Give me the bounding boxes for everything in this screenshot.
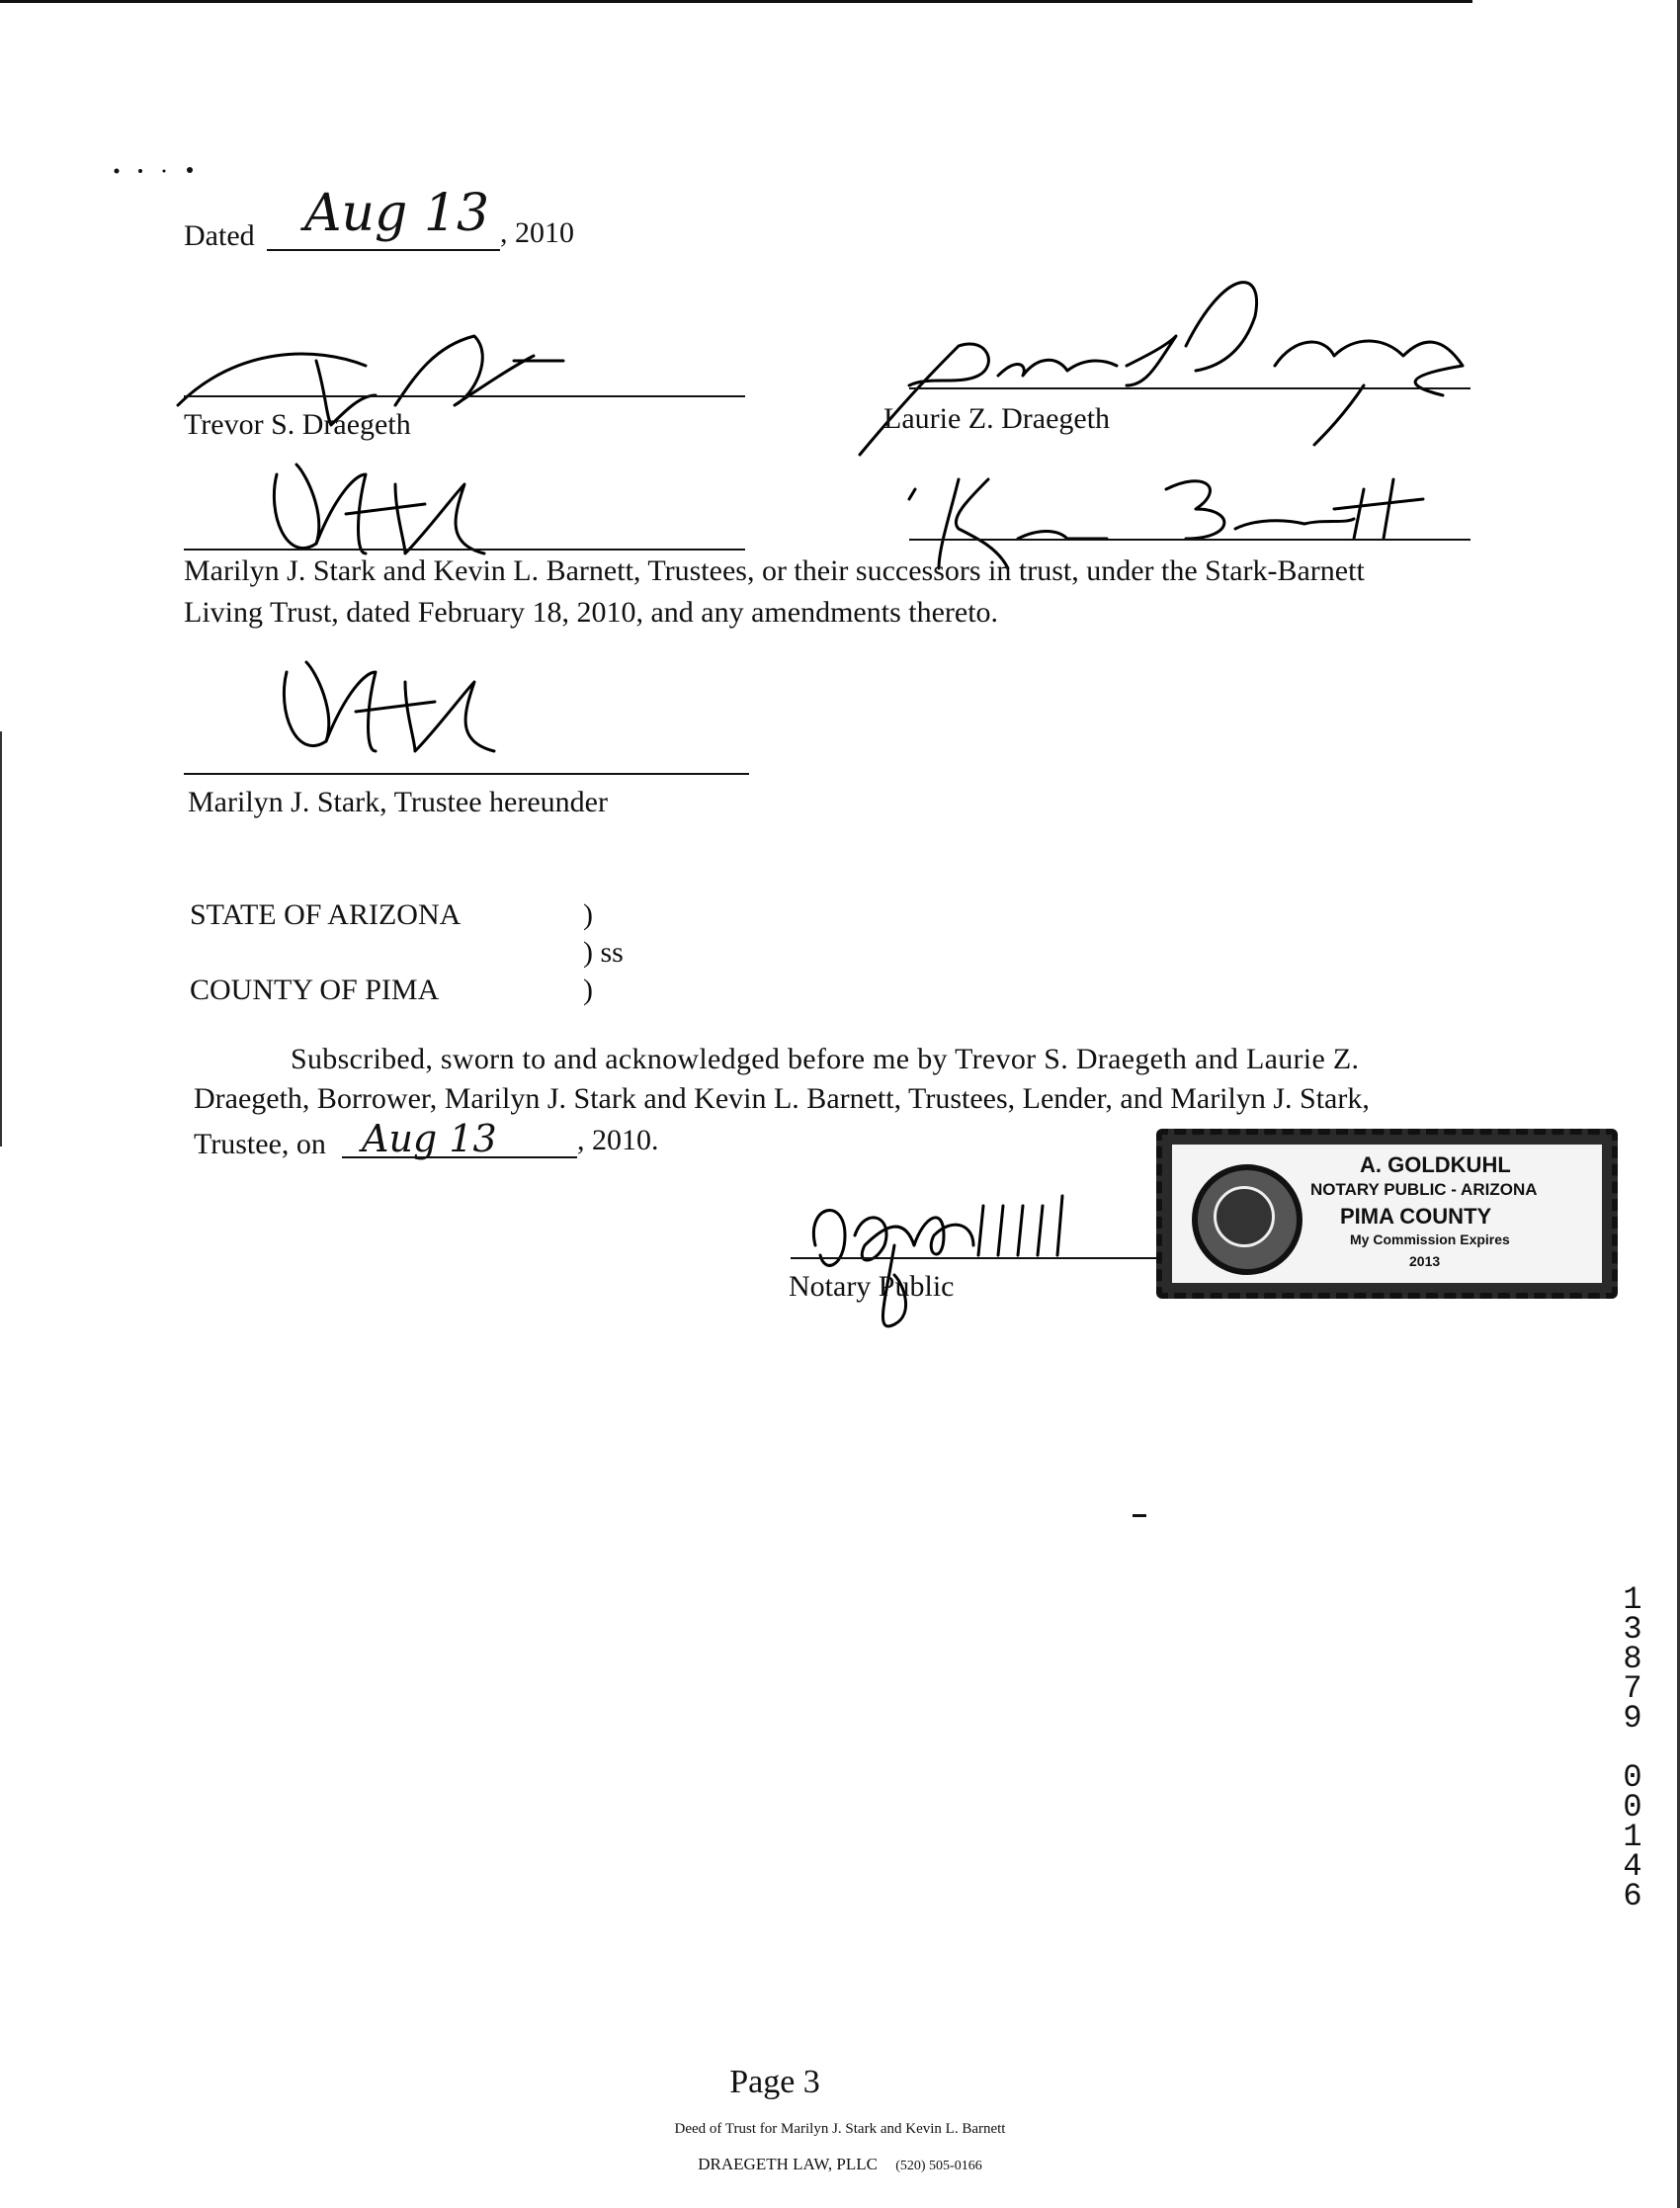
scan-speck <box>1133 1514 1146 1517</box>
recording-digit: 8 <box>1623 1641 1642 1677</box>
acknowledgment-line2: Draegeth, Borrower, Marilyn J. Stark and Kevin L. Barnett, Trustees, Lender, and Marilyn J. Stark, <box>194 1082 1370 1115</box>
notary-stamp-body <box>1172 1145 1602 1283</box>
trevor-signature-line <box>184 395 745 397</box>
notary-seal-center <box>1214 1186 1275 1247</box>
acknowledgment-line3-prefix: Trustee, on <box>194 1128 326 1160</box>
notary-signature <box>805 1186 1102 1334</box>
dated-label: Dated <box>184 219 255 252</box>
footer-deed: Deed of Trust for Marilyn J. Stark and Kevin L. Barnett <box>674 2121 1006 2137</box>
recording-digit: 0 <box>1623 1759 1642 1796</box>
recording-digit: 1 <box>1623 1819 1642 1855</box>
marilyn-trustee-signature-line <box>184 549 745 551</box>
dated-year: , 2010 <box>500 216 574 249</box>
acknowledgment-handwritten-date: Aug 13 <box>362 1117 497 1160</box>
stamp-name: A. GOLDKUHL <box>1360 1152 1511 1177</box>
marilyn-trustee-hereunder-name: Marilyn J. Stark, Trustee hereunder <box>188 786 608 818</box>
scan-specks <box>111 164 200 178</box>
stamp-title: NOTARY PUBLIC - ARIZONA <box>1310 1180 1538 1199</box>
trustees-caption-line2: Living Trust, dated February 18, 2010, and any amendments thereto. <box>184 596 999 629</box>
scan-edge-top <box>0 0 1472 3</box>
marilyn-trustee-hereunder-line <box>184 773 749 775</box>
venue-state: STATE OF ARIZONA <box>190 898 462 931</box>
notary-seal-icon <box>1192 1164 1302 1275</box>
recording-digit: 9 <box>1623 1700 1642 1737</box>
kevin-signature-line <box>909 539 1470 541</box>
scan-edge-left <box>0 731 2 1146</box>
stamp-county: PIMA COUNTY <box>1340 1204 1492 1229</box>
trevor-name: Trevor S. Draegeth <box>184 408 411 441</box>
venue-paren-2: ) <box>583 974 593 1006</box>
recording-digit: 4 <box>1623 1848 1642 1885</box>
recording-number <box>1613 1581 1652 1914</box>
laurie-signature-line <box>909 387 1470 389</box>
dated-underline <box>267 249 500 251</box>
venue-paren-1: ) <box>583 898 593 931</box>
stamp-commission: My Commission Expires <box>1350 1231 1510 1247</box>
laurie-name: Laurie Z. Draegeth <box>883 402 1111 435</box>
recording-digit: 6 <box>1623 1878 1642 1914</box>
footer-phone: (520) 505-0166 <box>895 2159 982 2173</box>
recording-digit: 3 <box>1623 1611 1642 1648</box>
acknowledgment-line3-suffix: , 2010. <box>577 1124 659 1156</box>
stamp-date: 2013 <box>1409 1253 1441 1269</box>
venue-county: COUNTY OF PIMA <box>190 974 440 1006</box>
notary-stamp <box>1156 1129 1618 1299</box>
dated-handwritten-date: Aug 13 <box>304 184 490 243</box>
trustees-caption-line1: Marilyn J. Stark and Kevin L. Barnett, Trustees, or their successors in trust, under the Stark-Barnett <box>184 554 1365 587</box>
venue-ss: ) ss <box>583 936 624 969</box>
scan-speck-marks <box>111 164 200 183</box>
recording-digit: 1 <box>1623 1581 1642 1618</box>
footer-firm: DRAEGETH LAW, PLLC <box>698 2155 878 2173</box>
recording-digit: 7 <box>1623 1670 1642 1707</box>
footer-page: Page 3 <box>729 2064 820 2100</box>
notary-caption: Notary Public <box>789 1270 955 1303</box>
acknowledgment-line1: Subscribed, sworn to and acknowledged before me by Trevor S. Draegeth and Laurie Z. <box>291 1043 1360 1075</box>
footer-firm-line <box>0 2155 1680 2174</box>
marilyn-signature-trustee <box>267 652 504 771</box>
recording-digit: 0 <box>1623 1789 1642 1826</box>
notary-signature-line <box>791 1257 1166 1259</box>
